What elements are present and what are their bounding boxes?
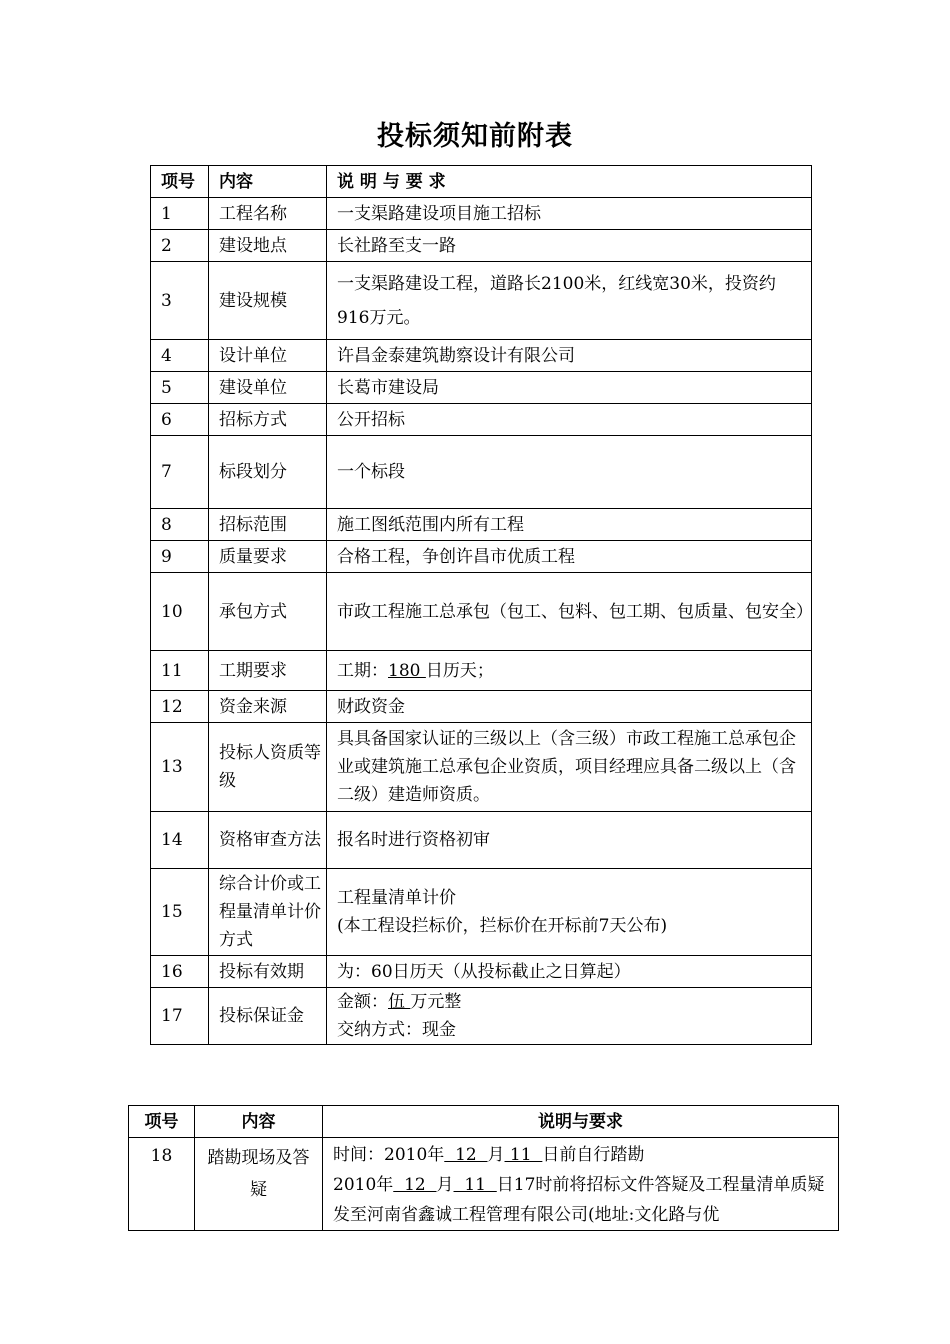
table-row xyxy=(151,372,812,404)
table-row xyxy=(151,436,812,509)
row-item: 建设地点 xyxy=(209,230,327,262)
row-no: 12 xyxy=(151,691,209,723)
month-label: 月 xyxy=(487,1145,505,1165)
pricing-line-2: (本工程设拦标价，拦标价在开标前7天公布) xyxy=(337,916,668,936)
row-item: 资金来源 xyxy=(209,691,327,723)
row-desc xyxy=(327,988,812,1045)
table-row xyxy=(151,509,812,541)
month-label: 月 xyxy=(436,1175,454,1195)
row-no: 15 xyxy=(151,869,209,956)
notice-table xyxy=(150,165,812,1045)
table-row xyxy=(151,723,812,812)
notice-table-continued xyxy=(128,1105,839,1231)
row-item: 标段划分 xyxy=(209,436,327,509)
qa-month: 12 xyxy=(393,1175,437,1195)
row-desc: 施工图纸范围内所有工程 xyxy=(327,509,812,541)
header-no: 项号 xyxy=(151,166,209,198)
row-item: 资格审查方法 xyxy=(209,812,327,869)
table-row xyxy=(151,956,812,988)
row-no: 13 xyxy=(151,723,209,812)
table-row xyxy=(129,1138,839,1231)
row-item: 招标范围 xyxy=(209,509,327,541)
site-visit-day: 11 xyxy=(504,1145,543,1165)
qa-day: 11 xyxy=(453,1175,497,1195)
row-no: 5 xyxy=(151,372,209,404)
header-desc: 说明与要求 xyxy=(323,1106,839,1138)
header-item: 内容 xyxy=(209,166,327,198)
deposit-value: 伍 xyxy=(388,992,411,1012)
row-desc xyxy=(327,869,812,956)
page-title: 投标须知前附表 xyxy=(377,121,573,152)
row-item: 工程名称 xyxy=(209,198,327,230)
row-item: 建设单位 xyxy=(209,372,327,404)
row-desc: 合格工程，争创许昌市优质工程 xyxy=(327,541,812,573)
row-no: 8 xyxy=(151,509,209,541)
pricing-line-1: 工程量清单计价 xyxy=(337,888,456,908)
row-item: 投标有效期 xyxy=(209,956,327,988)
row-desc xyxy=(323,1138,839,1231)
row-no: 11 xyxy=(151,651,209,691)
table-row xyxy=(151,691,812,723)
table-header-row xyxy=(129,1106,839,1138)
row-no: 1 xyxy=(151,198,209,230)
site-visit-prefix: 时间：2010年 xyxy=(333,1145,445,1165)
header-no: 项号 xyxy=(129,1106,195,1138)
row-item: 质量要求 xyxy=(209,541,327,573)
table-row xyxy=(151,340,812,372)
row-item: 招标方式 xyxy=(209,404,327,436)
row-no: 16 xyxy=(151,956,209,988)
row-desc: 为：60日历天（从投标截止之日算起） xyxy=(327,956,812,988)
row-desc: 一支渠路建设项目施工招标 xyxy=(327,198,812,230)
row-desc: 财政资金 xyxy=(327,691,812,723)
row-desc: 许昌金泰建筑勘察设计有限公司 xyxy=(327,340,812,372)
row-desc: 具具备国家认证的三级以上（含三级）市政工程施工总承包企业或建筑施工总承包企业资质，项目经理应具备二级以上（含二级）建造师资质。 xyxy=(327,723,812,812)
table-row xyxy=(151,988,812,1045)
duration-value: 180 xyxy=(388,660,426,681)
row-item: 投标保证金 xyxy=(209,988,327,1045)
row-desc xyxy=(327,651,812,691)
qa-year: 2010年 xyxy=(333,1175,394,1195)
row-no: 18 xyxy=(129,1138,195,1231)
row-item: 工期要求 xyxy=(209,651,327,691)
row-desc: 市政工程施工总承包（包工、包料、包工期、包质量、包安全） xyxy=(327,573,812,651)
table-row xyxy=(151,573,812,651)
table-row xyxy=(151,404,812,436)
table-row xyxy=(151,651,812,691)
row-no: 7 xyxy=(151,436,209,509)
row-item: 承包方式 xyxy=(209,573,327,651)
row-desc: 一个标段 xyxy=(327,436,812,509)
row-no: 3 xyxy=(151,262,209,340)
row-no: 10 xyxy=(151,573,209,651)
row-desc: 报名时进行资格初审 xyxy=(327,812,812,869)
deposit-method: 交纳方式：现金 xyxy=(337,1020,456,1040)
site-visit-month: 12 xyxy=(444,1145,488,1165)
row-desc: 公开招标 xyxy=(327,404,812,436)
row-item: 踏勘现场及答疑 xyxy=(195,1138,323,1231)
row-no: 2 xyxy=(151,230,209,262)
table-row xyxy=(151,262,812,340)
deposit-prefix: 金额： xyxy=(337,992,388,1012)
table-row xyxy=(151,869,812,956)
table-row xyxy=(151,812,812,869)
row-item: 设计单位 xyxy=(209,340,327,372)
table-row xyxy=(151,230,812,262)
row-desc: 一支渠路建设工程，道路长2100米，红线宽30米，投资约916万元。 xyxy=(327,262,812,340)
row-item: 投标人资质等级 xyxy=(209,723,327,812)
row-desc: 长葛市建设局 xyxy=(327,372,812,404)
deposit-suffix: 万元整 xyxy=(410,992,462,1012)
qa-line xyxy=(333,1170,832,1230)
site-visit-line xyxy=(333,1140,832,1170)
header-item: 内容 xyxy=(195,1106,323,1138)
site-visit-suffix: 日前自行踏勘 xyxy=(542,1145,645,1165)
row-desc: 长社路至支一路 xyxy=(327,230,812,262)
header-desc: 说 明 与 要 求 xyxy=(327,166,812,198)
row-no: 4 xyxy=(151,340,209,372)
qa-text: 日17时前将招标文件答疑及工程量清单质疑发至河南省鑫诚工程管理有限公司(地址:文化路与优 xyxy=(333,1175,825,1225)
row-no: 17 xyxy=(151,988,209,1045)
row-no: 14 xyxy=(151,812,209,869)
duration-suffix: 日历天； xyxy=(425,660,494,681)
row-item: 综合计价或工程量清单计价方式 xyxy=(209,869,327,956)
table-row xyxy=(151,198,812,230)
row-item: 建设规模 xyxy=(209,262,327,340)
table-header-row xyxy=(151,166,812,198)
row-no: 9 xyxy=(151,541,209,573)
row-no: 6 xyxy=(151,404,209,436)
deposit-amount xyxy=(337,988,805,1016)
table-row xyxy=(151,541,812,573)
duration-prefix: 工期： xyxy=(337,660,388,681)
